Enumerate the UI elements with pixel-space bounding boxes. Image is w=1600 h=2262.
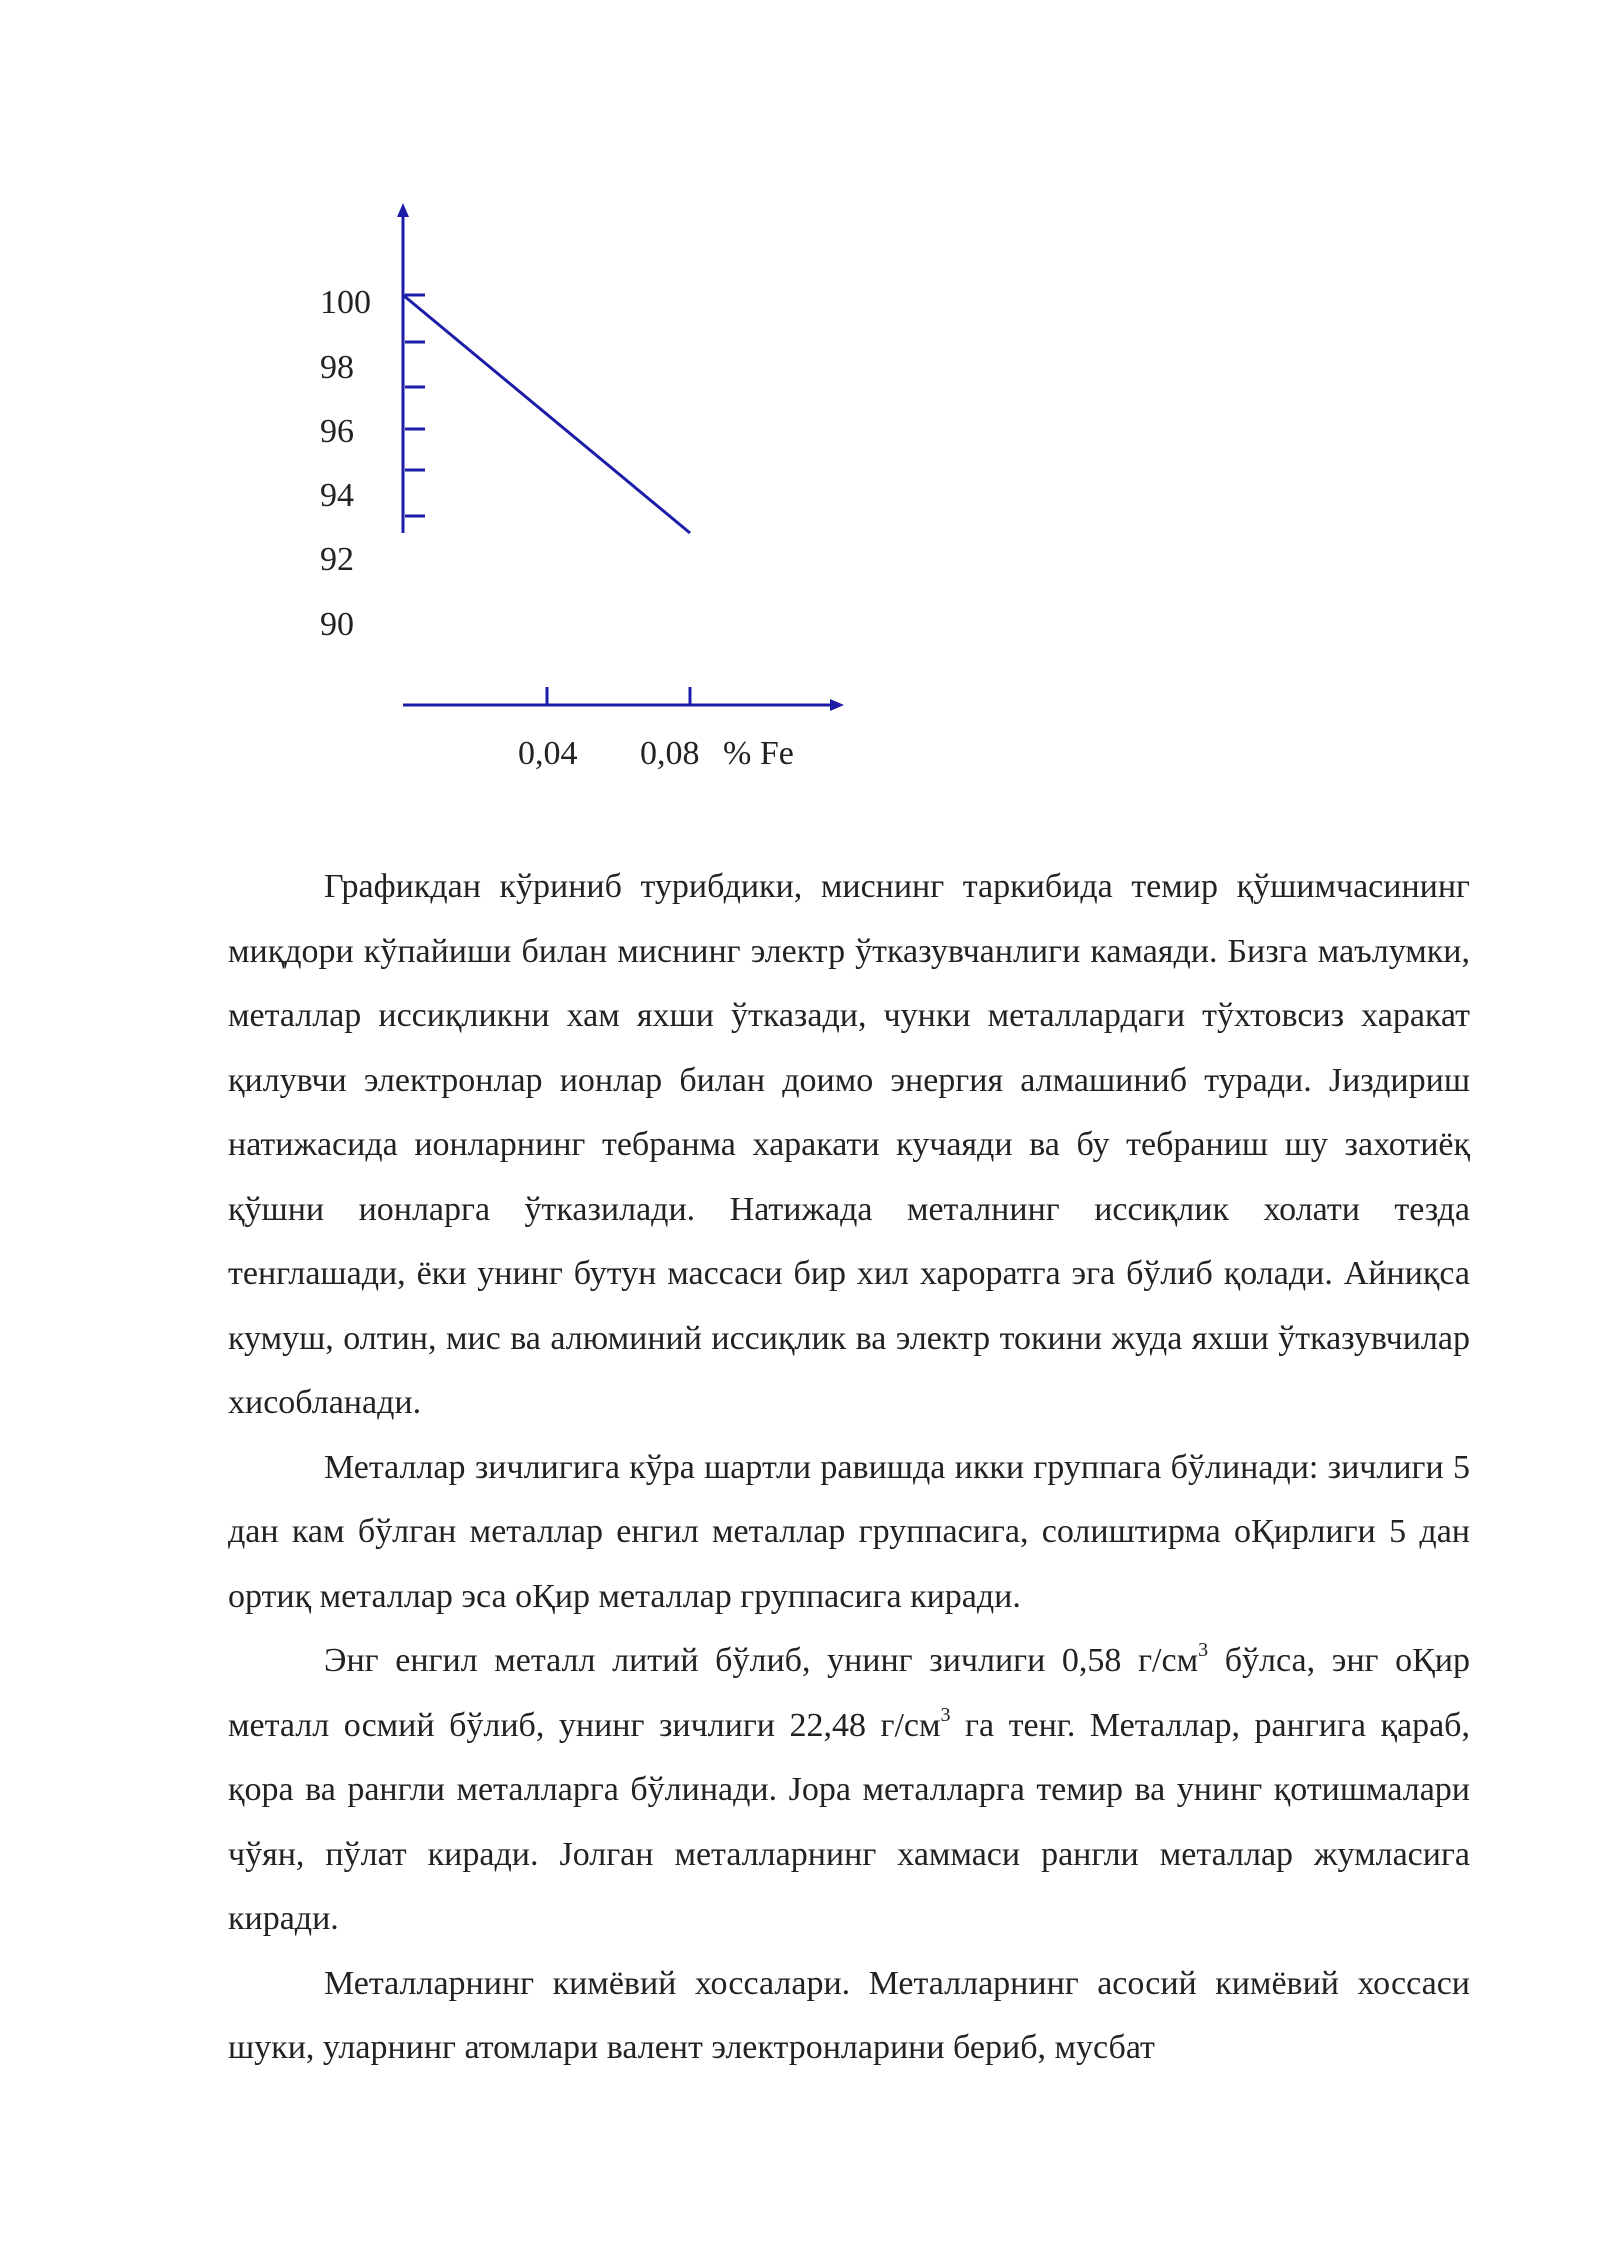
fe-conductivity-chart bbox=[0, 0, 900, 800]
y-tick-label: 98 bbox=[320, 349, 354, 386]
x-tick-label: 0,08 bbox=[640, 735, 700, 772]
paragraph: Графикдан кўриниб турибдики, миснинг таркибида темир қўшимчасининг миқдори кўпайиши билан миснинг электр ўтказувчанлиги камаяди. Бизга маълумки, металлар иссиқликни хам яхши ўтказади, чунки металлардаги тўхтовсиз харакат қилувчи электронлар ионлар билан доимо энергия алмашиниб туради. Јиздириш натижасида ионларнинг тебранма харакати кучаяди ва бу тебраниш шу захотиёқ қўшни ионларга ўтказилади. Натижада металнинг иссиқлик холати тезда тенглашади, ёки унинг бутун массаси бир хил хароратга эга бўлиб қолади. Айниқса кумуш, олтин, мис ва алюминий иссиқлик ва электр токини жуда яхши ўтказувчилар хисобланади. bbox=[228, 868, 1470, 1421]
y-tick-label: 94 bbox=[320, 477, 354, 514]
y-tick-label: 90 bbox=[320, 606, 354, 643]
x-axis-unit-label: % Fe bbox=[723, 735, 794, 772]
superscript: 3 bbox=[940, 1703, 951, 1726]
paragraph-text: га тенг. Металлар, рангига қараб, қора ва рангли металларга бўлинади. Јора металларга темир ва унинг қотишмалари чўян, пўлат киради. Јолган металларнинг хаммаси рангли металлар жумласига киради. bbox=[228, 1706, 1470, 1937]
paragraph bbox=[228, 1629, 1470, 1952]
superscript: 3 bbox=[1198, 1639, 1209, 1661]
series-line bbox=[403, 295, 690, 533]
y-tick-label: 96 bbox=[320, 413, 354, 450]
y-tick-label: 100 bbox=[320, 284, 371, 321]
x-tick-label: 0,04 bbox=[518, 735, 578, 772]
body-text bbox=[228, 855, 1470, 2081]
y-tick-label: 92 bbox=[320, 541, 354, 578]
paragraph-text: Энг енгил металл литий бўлиб, унинг зичлиги 0,58 г/см bbox=[324, 1642, 1199, 1679]
paragraph: Металлар зичлигига кўра шартли равишда икки группага бўлинади: зичлиги 5 дан кам бўлган металлар енгил металлар группасига, солиштирма оҚирлиги 5 дан ортиқ металлар эса оҚир металлар группасига киради. bbox=[228, 1448, 1470, 1615]
x-axis-arrow bbox=[830, 699, 844, 711]
y-axis-arrow bbox=[397, 203, 409, 217]
paragraph-text: бўлса, энг оҚир металл осмий бўлиб, унинг зичлиги 22,48 г/см bbox=[228, 1642, 1471, 1744]
paragraph: Металларнинг кимёвий хоссалари. Металларнинг асосий кимёвий хоссаси шуки, уларнинг атомлари валент электронларини бериб, мусбат bbox=[228, 1964, 1470, 2066]
